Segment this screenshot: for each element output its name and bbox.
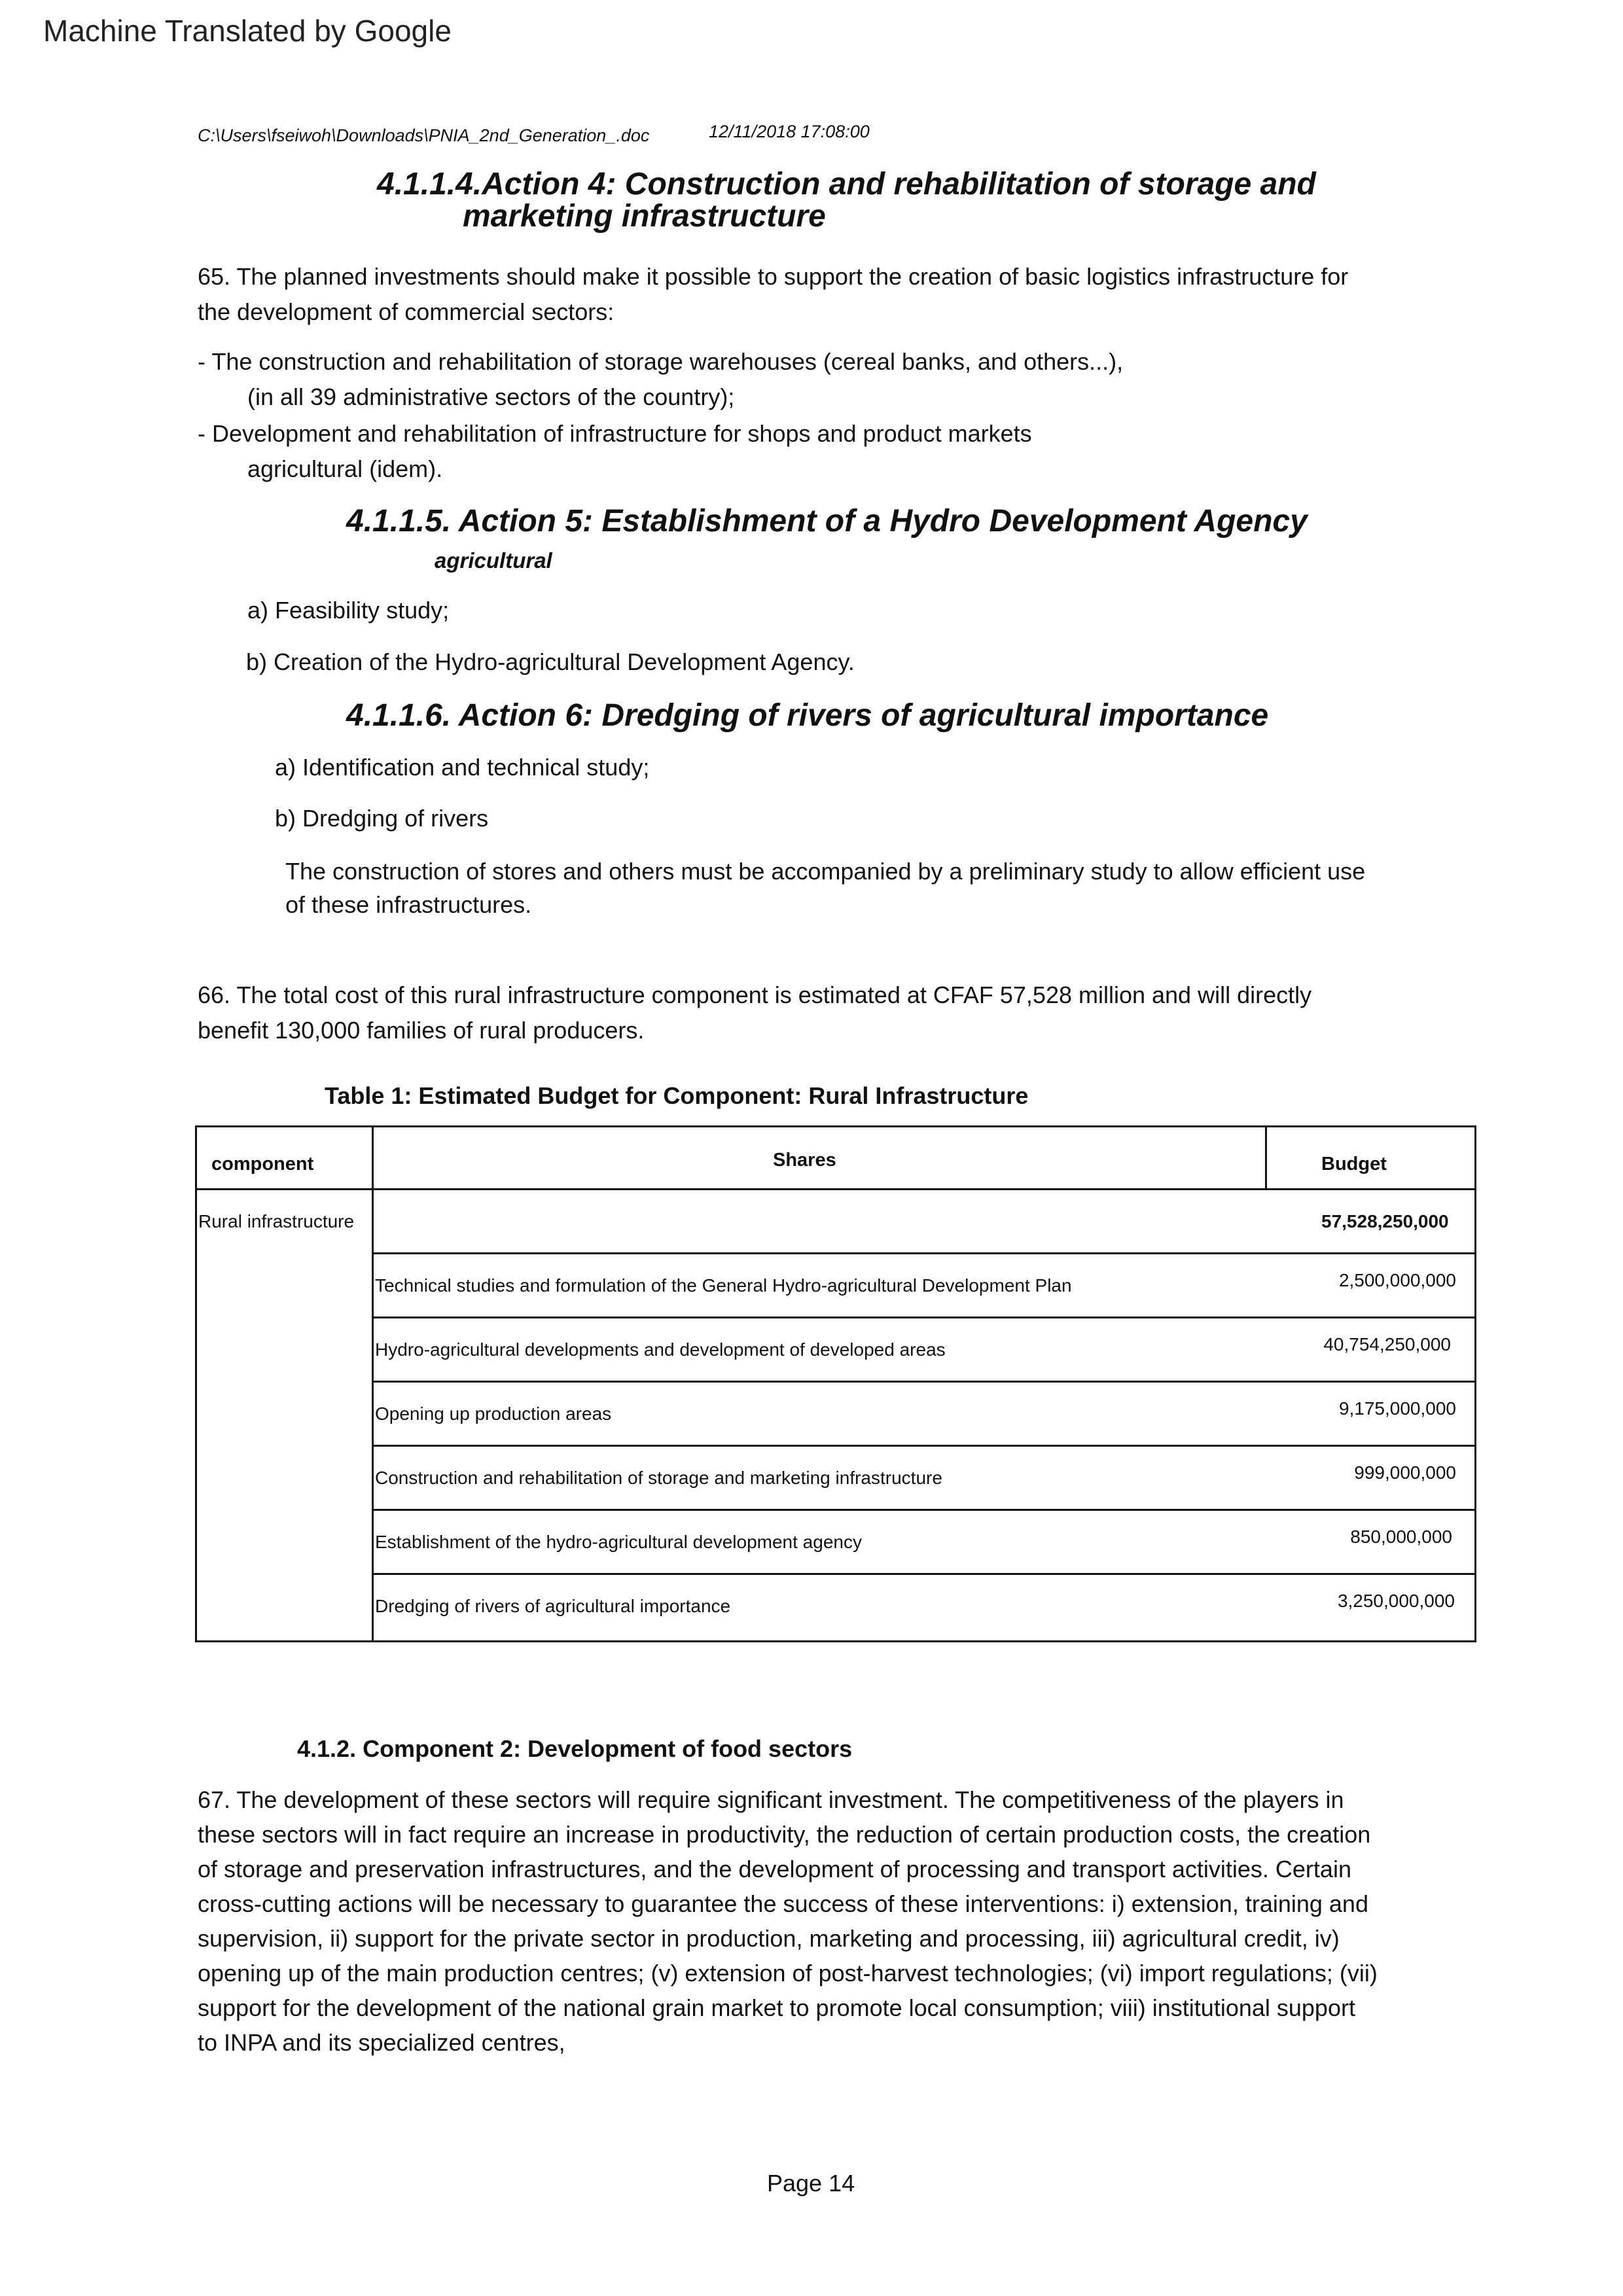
table-budget-6: 3,250,000,000 (1337, 1591, 1455, 1611)
action6-item-a: a) Identification and technical study; (275, 754, 650, 781)
paragraph-67-line8: to INPA and its specialized centres, (198, 2029, 565, 2056)
action6-note-line2: of these infrastructures. (285, 891, 532, 918)
document-file-path: C:\Users\fseiwoh\Downloads\PNIA_2nd_Generation_.doc (198, 126, 650, 145)
table-share-3: Opening up production areas (375, 1404, 612, 1424)
table-component-name: Rural infrastructure (198, 1211, 355, 1231)
table-hline-header (197, 1188, 1474, 1190)
action5-item-b: b) Creation of the Hydro-agricultural Development Agency. (246, 648, 855, 675)
paragraph-65-line1: 65. The planned investments should make it possible to support the creation of basic logistics infrastructure for (198, 263, 1349, 290)
heading-4-1-1-6: 4.1.1.6. Action 6: Dredging of rivers of agricultural importance (346, 698, 1269, 733)
table-share-4: Construction and rehabilitation of storage and marketing infrastructure (375, 1468, 942, 1488)
heading-4-1-1-5: 4.1.1.5. Action 5: Establishment of a Hydro Development Agency (346, 504, 1308, 539)
table-vline-budget (1265, 1127, 1267, 1190)
table-budget-3: 9,175,000,000 (1338, 1398, 1456, 1419)
paragraph-67-line3: of storage and preservation infrastructures, and the development of processing and transport activities. Certain (198, 1856, 1351, 1882)
table-hline-1 (372, 1252, 1474, 1254)
table-budget-4: 999,000,000 (1354, 1462, 1456, 1483)
paragraph-67-line7: support for the development of the national grain market to promote local consumption; viii) institutional support (198, 1994, 1355, 2021)
action6-item-b: b) Dredging of rivers (275, 805, 489, 832)
heading-4-1-1-4-line1: 4.1.1.4.Action 4: Construction and rehabilitation of storage and (377, 167, 1316, 202)
paragraph-66-line1: 66. The total cost of this rural infrastructure component is estimated at CFAF 57,528 million and will directly (198, 981, 1312, 1008)
heading-4-1-1-4-line2: marketing infrastructure (463, 199, 826, 234)
table-hline-4 (372, 1445, 1474, 1447)
bullet-2-line1: - Development and rehabilitation of infrastructure for shops and product markets (198, 420, 1032, 447)
table-share-5: Establishment of the hydro-agricultural development agency (375, 1532, 862, 1552)
table-header-shares: Shares (773, 1150, 836, 1171)
table-budget-1: 2,500,000,000 (1338, 1270, 1456, 1290)
table-share-1: Technical studies and formulation of the General Hydro-agricultural Development Plan (375, 1275, 1072, 1296)
document-timestamp: 12/11/2018 17:08:00 (709, 122, 870, 141)
table-hline-2 (372, 1316, 1474, 1318)
table-caption: Table 1: Estimated Budget for Component: Rural Infrastructure (325, 1082, 1029, 1109)
heading-4-1-2: 4.1.2. Component 2: Development of food sectors (297, 1735, 853, 1762)
action5-item-a: a) Feasibility study; (247, 597, 450, 624)
bullet-2-line2: agricultural (idem). (247, 455, 443, 482)
action6-note (285, 855, 1365, 921)
paragraph-65-line2: the development of commercial sectors: (198, 298, 615, 325)
action6-note-line1: The construction of stores and others must be accompanied by a preliminary study to allow efficient use (285, 858, 1366, 885)
paragraph-67-line5: supervision, ii) support for the private sector in production, marketing and processing, iii) agricultural credit, iv) (198, 1925, 1340, 1952)
paragraph-67-line2: these sectors will in fact require an increase in productivity, the reduction of certain production costs, the creation (198, 1821, 1371, 1848)
table-header-budget: Budget (1321, 1154, 1387, 1174)
budget-table (195, 1125, 1476, 1642)
paragraph-66-line2: benefit 130,000 families of rural producers. (198, 1017, 645, 1044)
page-number: Page 14 (767, 2170, 855, 2197)
paragraph-67 (198, 1782, 1378, 2060)
table-hline-3 (372, 1381, 1474, 1383)
table-hline-5 (372, 1509, 1474, 1511)
table-share-2: Hydro-agricultural developments and development of developed areas (375, 1339, 946, 1360)
paragraph-67-line6: opening up of the main production centres; (v) extension of post-harvest technologies; (vi) import regulations; (vii) (198, 1960, 1378, 1987)
bullet-1-line1: - The construction and rehabilitation of storage warehouses (cereal banks, and others...), (198, 348, 1124, 375)
paragraph-66 (198, 978, 1311, 1048)
table-budget-5: 850,000,000 (1350, 1527, 1452, 1547)
paragraph-67-line1: 67. The development of these sectors will require significant investment. The competitiveness of the players in (198, 1786, 1344, 1813)
heading-4-1-1-5-subtitle: agricultural (435, 548, 552, 573)
table-header-component: component (211, 1154, 314, 1174)
table-share-6: Dredging of rivers of agricultural importance (375, 1596, 731, 1616)
paragraph-65 (198, 259, 1348, 330)
machine-translation-banner: Machine Translated by Google (43, 14, 452, 48)
bullet-1-line2: (in all 39 administrative sectors of the country); (247, 383, 735, 410)
table-vline-component (372, 1127, 374, 1640)
table-budget-2: 40,754,250,000 (1323, 1334, 1451, 1354)
table-component-total: 57,528,250,000 (1321, 1211, 1449, 1231)
table-hline-6 (372, 1573, 1474, 1575)
paragraph-67-line4: cross-cutting actions will be necessary to guarantee the success of these interventions: i) extension, training and (198, 1890, 1368, 1917)
